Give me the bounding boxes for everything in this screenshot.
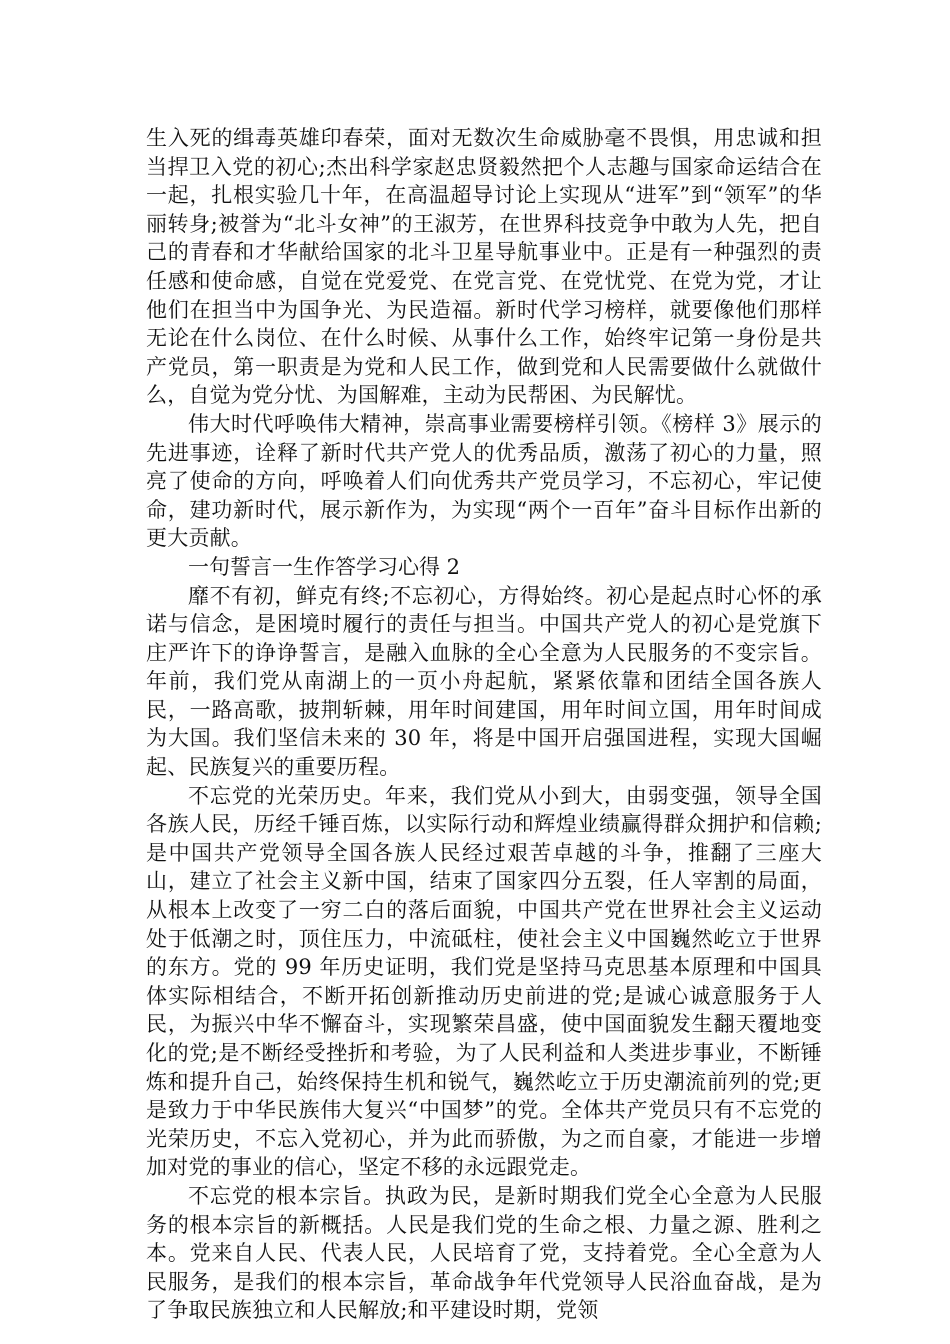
paragraph-great-era: 伟大时代呼唤伟大精神，崇高事业需要榜样引领。《榜样 3》展示的先进事迹，诠释了新时代共产党人的优秀品质，激荡了初心的力量，照亮了使命的方向，呼唤着人们向优秀共产党员学习，不忘初心，牢记使命，建功新时代，展示新作为，为实现“两个一百年”奋斗目标作出新的更大贡献。 [146,411,822,551]
section-heading: 一句誓言一生作答学习心得 2 [188,554,461,579]
paragraph-fundamental-purpose: 不忘党的根本宗旨。执政为民，是新时期我们党全心全意为人民服务的根本宗旨的新概括。人民是我们党的生命之根、力量之源、胜利之本。党来自人民、代表人民，人民培育了党，支持着党。全心全意为人民服务，是我们的根本宗旨，革命战争年代党领导人民浴血奋战，是为了争取民族独立和人民解放;和平建设时期，党领 [146,1183,822,1323]
paragraph-original-aspiration: 靡不有初，鲜克有终;不忘初心，方得始终。初心是起点时心怀的承诺与信念，是困境时履行的责任与担当。中国共产党人的初心是党旗下庄严许下的诤诤誓言，是融入血脉的全心全意为人民服务的不变宗旨。年前，我们党从南湖上的一页小舟起航，紧紧依靠和团结全国各族人民，一路高歌，披荆斩棘，用年时间建国，用年时间立国，用年时间成为大国。我们坚信未来的 30 年，将是中国开启强国进程，实现大国崛起、民族复兴的重要历程。 [146,583,822,780]
paragraph-continuation: 生入死的缉毒英雄印春荣，面对无数次生命威胁毫不畏惧，用忠诚和担当捍卫入党的初心;杰出科学家赵忠贤毅然把个人志趣与国家命运结合在一起，扎根实验几十年，在高温超导讨论上实现从“进军”到“领军”的华丽转身;被誉为“北斗女神”的王淑芳，在世界科技竞争中敢为人先，把自己的青春和才华献给国家的北斗卫星导航事业中。正是有一种强烈的责任感和使命感，自觉在党爱党、在党言党、在党忧党、在党为党，才让他们在担当中为国争光、为民造福。新时代学习榜样，就要像他们那样无论在什么岗位、在什么时候、从事什么工作，始终牢记第一身份是共产党员，第一职责是为党和人民工作，做到党和人民需要做什么就做什么，自觉为党分忧、为国解难，主动为民帮困、为民解忧。 [146,126,822,408]
paragraph-party-history: 不忘党的光荣历史。年来，我们党从小到大，由弱变强，领导全国各族人民，历经千锤百炼，以实际行动和辉煌业绩赢得群众拥护和信赖;是中国共产党领导全国各族人民经过艰苦卓越的斗争，推翻了三座大山，建立了社会主义新中国，结束了国家四分五裂，任人宰割的局面，从根本上改变了一穷二白的落后面貌，中国共产党在世界社会主义运动处于低潮之时，顶住压力，中流砥柱，使社会主义中国巍然屹立于世界的东方。党的 99 年历史证明，我们党是坚持马克思基本原理和中国具体实际相结合，不断开拓创新推动历史前进的党;是诚心诚意服务于人民，为振兴中华不懈奋斗，实现繁荣昌盛，使中国面貌发生翻天覆地变化的党;是不断经受挫折和考验，为了人民利益和人类进步事业，不断锤炼和提升自己，始终保持生机和锐气，巍然屹立于历史潮流前列的党;更是致力于中华民族伟大复兴“中国梦”的党。全体共产党员只有不忘党的光荣历史，不忘入党初心，并为此而骄傲，为之而自豪，才能进一步增加对党的事业的信心，坚定不移的永远跟党走。 [146,783,822,1180]
document-body [146,124,822,1325]
